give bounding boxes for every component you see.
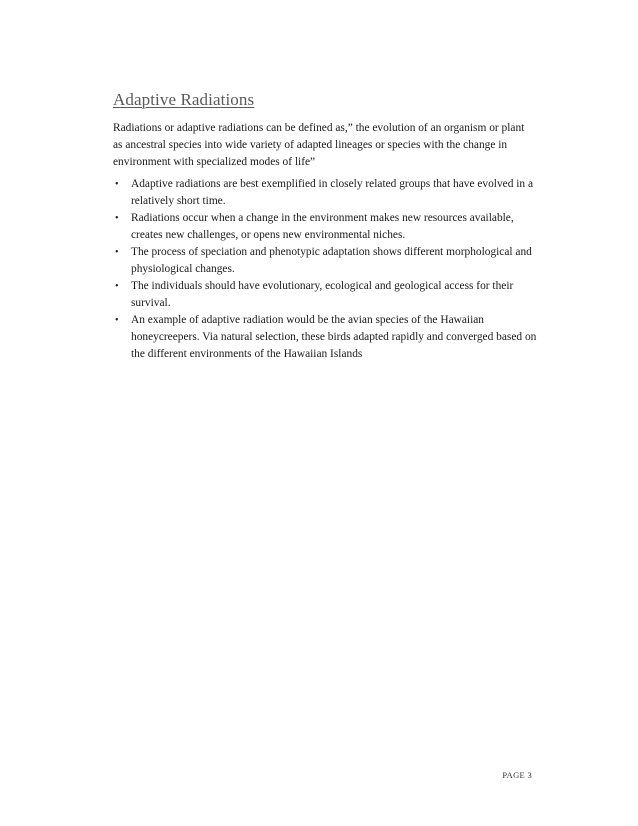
bullet-list <box>113 176 543 363</box>
bullet-text: The process of speciation and phenotypic adaptation shows different morphological and physiological changes. <box>131 246 532 275</box>
bullet-icon: • <box>115 247 119 258</box>
bullet-item <box>113 312 543 363</box>
bullet-item <box>113 244 543 278</box>
bullet-text: An example of adaptive radiation would be the avian species of the Hawaiian honeycreepers. Via natural selection, these birds adapted rapidly and converged based on the different environments of the Hawaiian Islands <box>131 314 537 360</box>
bullet-icon: • <box>115 281 119 292</box>
intro-paragraph: Radiations or adaptive radiations can be defined as,” the evolution of an organism or plant as ancestral species into wide variety of adapted lineages or species with the change in environment with specialized modes of life” <box>113 122 525 168</box>
section-heading: Adaptive Radiations <box>113 90 255 109</box>
bullet-icon: • <box>115 315 119 326</box>
bullet-item <box>113 176 543 210</box>
bullet-item <box>113 278 543 312</box>
bullet-icon: • <box>115 179 119 190</box>
bullet-text: The individuals should have evolutionary, ecological and geological access for their survival. <box>131 280 514 309</box>
bullet-text: Adaptive radiations are best exemplified in closely related groups that have evolved in a relatively short time. <box>131 178 534 207</box>
bullet-item <box>113 210 543 244</box>
bullet-icon: • <box>115 213 119 224</box>
page-number: PAGE 3 <box>502 770 532 780</box>
bullet-text: Radiations occur when a change in the environment makes new resources available, creates new challenges, or opens new environmental niches. <box>131 212 514 241</box>
